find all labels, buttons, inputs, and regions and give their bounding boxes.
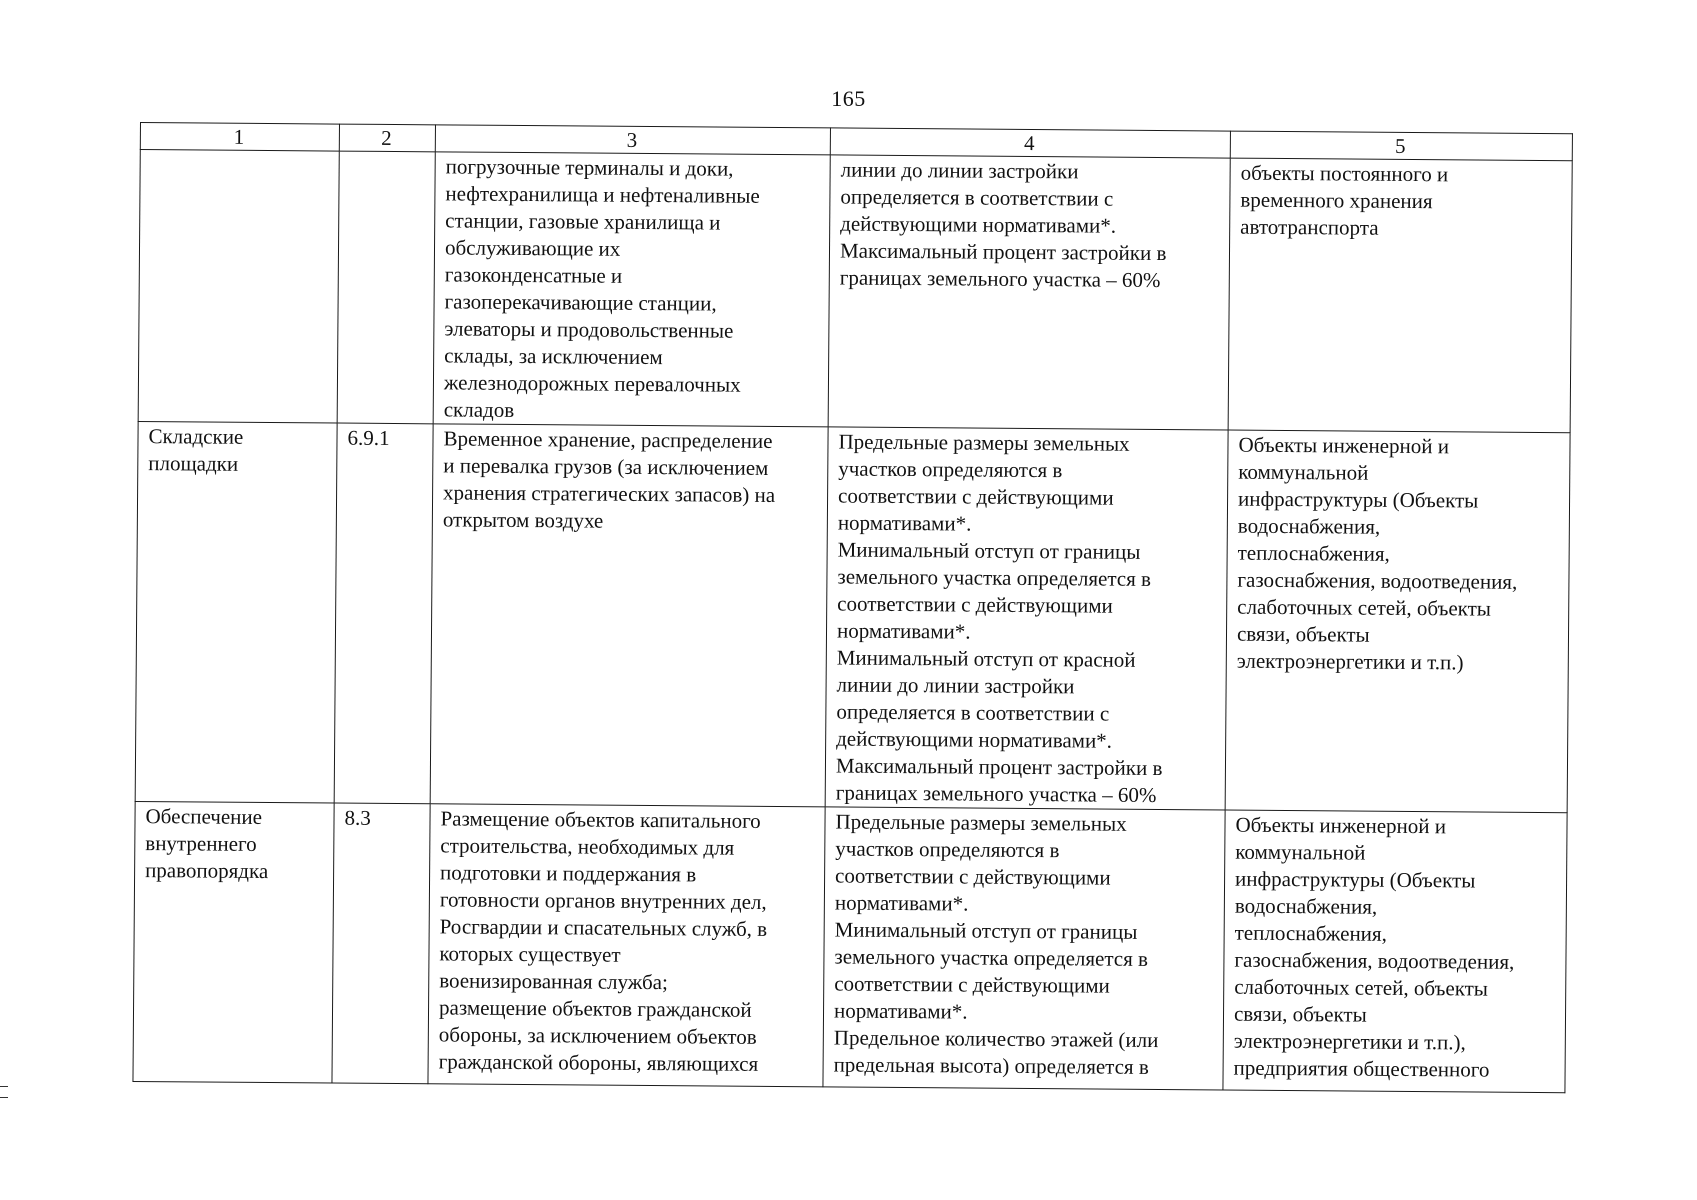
column-header-4: 4 [830, 128, 1230, 158]
use-description-cell [428, 804, 825, 1087]
cell-text-line: нефтехранилища и нефтеналивные [445, 181, 760, 208]
permitted-use-name-cell [135, 421, 337, 803]
cell-text-line: погрузочные терминалы и доки, [445, 154, 734, 181]
cell-text-line: действующими нормативами*. [836, 726, 1113, 753]
cell-text-line: правопорядка [145, 858, 269, 884]
use-description-cell [430, 424, 828, 807]
cell-text-line: границах земельного участка – 60% [839, 265, 1161, 293]
cell-text-line: теплоснабжения, [1234, 920, 1387, 946]
cell-text-line: обороны, за исключением объектов [438, 1022, 757, 1049]
table-row [138, 150, 1572, 433]
cell-text-line: 8.3 [344, 805, 371, 830]
cell-text-line: соответствии с действующими [835, 863, 1111, 890]
cell-text-line: определяется в соответствии с [840, 184, 1114, 211]
cell-text-line: связи, объекты [1236, 621, 1370, 647]
cell-text-line: элеваторы и продовольственные [444, 316, 734, 343]
column-header-2: 2 [339, 124, 435, 152]
scan-edge-mark [0, 1086, 8, 1098]
cell-text-line: соответствии с действующими [834, 971, 1110, 998]
permitted-use-name-cell [138, 150, 339, 424]
cell-text-line: Предельные размеры земельных [838, 429, 1130, 456]
cell-text-line: инфраструктуры (Объекты [1237, 486, 1479, 513]
cell-text-line: соответствии с действующими [837, 591, 1113, 618]
cell-text-line: участков определяются в [835, 836, 1060, 863]
cell-text-line: Временное хранение, распределение [443, 426, 773, 453]
cell-text-line: военизированная служба; [439, 968, 668, 995]
cell-text-line: 6.9.1 [347, 425, 390, 450]
column-header-1: 1 [140, 123, 339, 152]
cell-text-line: земельного участка определяется в [834, 944, 1149, 971]
table-row [133, 801, 1567, 1092]
cell-text-line: Складские [148, 424, 244, 449]
cell-text-line: действующими нормативами*. [840, 211, 1117, 238]
table-body [133, 150, 1572, 1093]
building-parameters-cell [825, 427, 1228, 810]
cell-text-line: открытом воздухе [442, 507, 604, 533]
regulation-table [132, 122, 1572, 1093]
cell-text-line: которых существует [439, 941, 621, 967]
cell-text-line: земельного участка определяется в [837, 564, 1152, 591]
cell-text-line: объекты постоянного и [1240, 160, 1449, 187]
cell-text-line: Росгвардии и спасательных служб, в [439, 914, 768, 941]
cell-text-line: соответствии с действующими [837, 483, 1114, 510]
cell-text-line: газоснабжения, водоотведения, [1234, 947, 1515, 974]
cell-text-line: Предельные размеры земельных [835, 809, 1127, 836]
cell-text-line: линии до линии застройки [836, 672, 1075, 699]
cell-text-line: обслуживающие их [444, 235, 621, 261]
cell-text-line: газоперекачивающие станции, [444, 289, 717, 316]
cell-text-line: и перевалка грузов (за исключением [443, 453, 769, 480]
cell-text-line: размещение объектов гражданской [438, 995, 752, 1022]
cell-text-line: автотранспорта [1240, 214, 1379, 240]
cell-text-line: газоконденсатные и [444, 262, 623, 288]
auxiliary-uses-cell [1225, 430, 1570, 813]
cell-text-line: железнодорожных перевалочных [443, 370, 741, 397]
cell-text-line: склады, за исключением [444, 343, 663, 370]
cell-text-line: Обеспечение [145, 804, 263, 829]
cell-text-line: временного хранения [1240, 187, 1433, 214]
use-code-cell [332, 803, 430, 1084]
cell-text-line: подготовки и поддержания в [440, 860, 697, 887]
cell-text-line: нормативами*. [837, 510, 972, 536]
permitted-use-name-cell [133, 801, 334, 1083]
cell-text-line: хранения стратегических запасов) на [443, 480, 776, 507]
cell-text-line: инфраструктуры (Объекты [1234, 866, 1476, 893]
table-row [135, 421, 1570, 812]
cell-text-line: Объекты инженерной и [1238, 432, 1450, 459]
cell-text-line: Размещение объектов капитального [440, 806, 761, 833]
cell-text-line: нормативами*. [836, 618, 971, 644]
cell-text-line: Предельное количество этажей (или [833, 1025, 1159, 1053]
cell-text-line: Минимальный отступ от красной [836, 645, 1136, 672]
auxiliary-uses-cell [1228, 158, 1572, 433]
use-code-cell [334, 423, 433, 804]
cell-text-line: готовности органов внутренних дел, [439, 887, 767, 914]
cell-text-line: Объекты инженерной и [1235, 812, 1447, 839]
cell-text-line: определяется в соответствии с [836, 699, 1110, 726]
cell-text-line: площадки [148, 451, 239, 476]
cell-text-line: линии до линии застройки [840, 157, 1079, 184]
auxiliary-uses-cell [1223, 810, 1567, 1093]
cell-text-line: коммунальной [1235, 839, 1366, 865]
cell-text-line: Минимальный отступ от границы [837, 537, 1141, 564]
use-code-cell [337, 151, 435, 424]
cell-text-line: нормативами*. [834, 890, 969, 916]
cell-text-line: газоснабжения, водоотведения, [1237, 567, 1518, 594]
page-number: 165 [831, 86, 866, 111]
cell-text-line: электроэнергетики и т.п.) [1236, 648, 1464, 675]
cell-text-line: Максимальный процент застройки в [839, 238, 1167, 266]
cell-text-line: строительства, необходимых для [440, 833, 735, 860]
cell-text-line: связи, объекты [1233, 1001, 1367, 1027]
cell-text-line: Максимальный процент застройки в [835, 753, 1163, 781]
cell-text-line: слаботочных сетей, объекты [1237, 594, 1492, 621]
cell-text-line: теплоснабжения, [1237, 540, 1390, 566]
cell-text-line: предприятия общественного [1233, 1055, 1490, 1082]
cell-text-line: границах земельного участка – 60% [835, 780, 1157, 808]
cell-text-line: Минимальный отступ от границы [834, 917, 1138, 944]
cell-text-line: водоснабжения, [1234, 893, 1378, 919]
column-header-5: 5 [1230, 131, 1572, 161]
cell-text-line: электроэнергетики и т.п.), [1233, 1028, 1466, 1055]
cell-text-line [151, 151, 327, 152]
cell-text-line: нормативами*. [833, 998, 968, 1024]
cell-text-line [350, 153, 423, 154]
cell-text-line: водоснабжения, [1237, 513, 1381, 539]
building-parameters-cell [828, 155, 1230, 430]
building-parameters-cell [823, 807, 1225, 1090]
use-description-cell [433, 152, 830, 427]
cell-text-line: коммунальной [1238, 459, 1369, 485]
column-header-3: 3 [435, 125, 830, 155]
cell-text-line: участков определяются в [838, 456, 1063, 483]
cell-text-line: слаботочных сетей, объекты [1234, 974, 1489, 1001]
cell-text-line: предельная высота) определяется в [833, 1052, 1149, 1079]
cell-text-line: гражданской обороны, являющихся [438, 1049, 759, 1076]
cell-text-line: внутреннего [145, 831, 257, 856]
cell-text-line: станции, газовые хранилища и [445, 208, 721, 235]
cell-text-line: складов [443, 397, 515, 422]
